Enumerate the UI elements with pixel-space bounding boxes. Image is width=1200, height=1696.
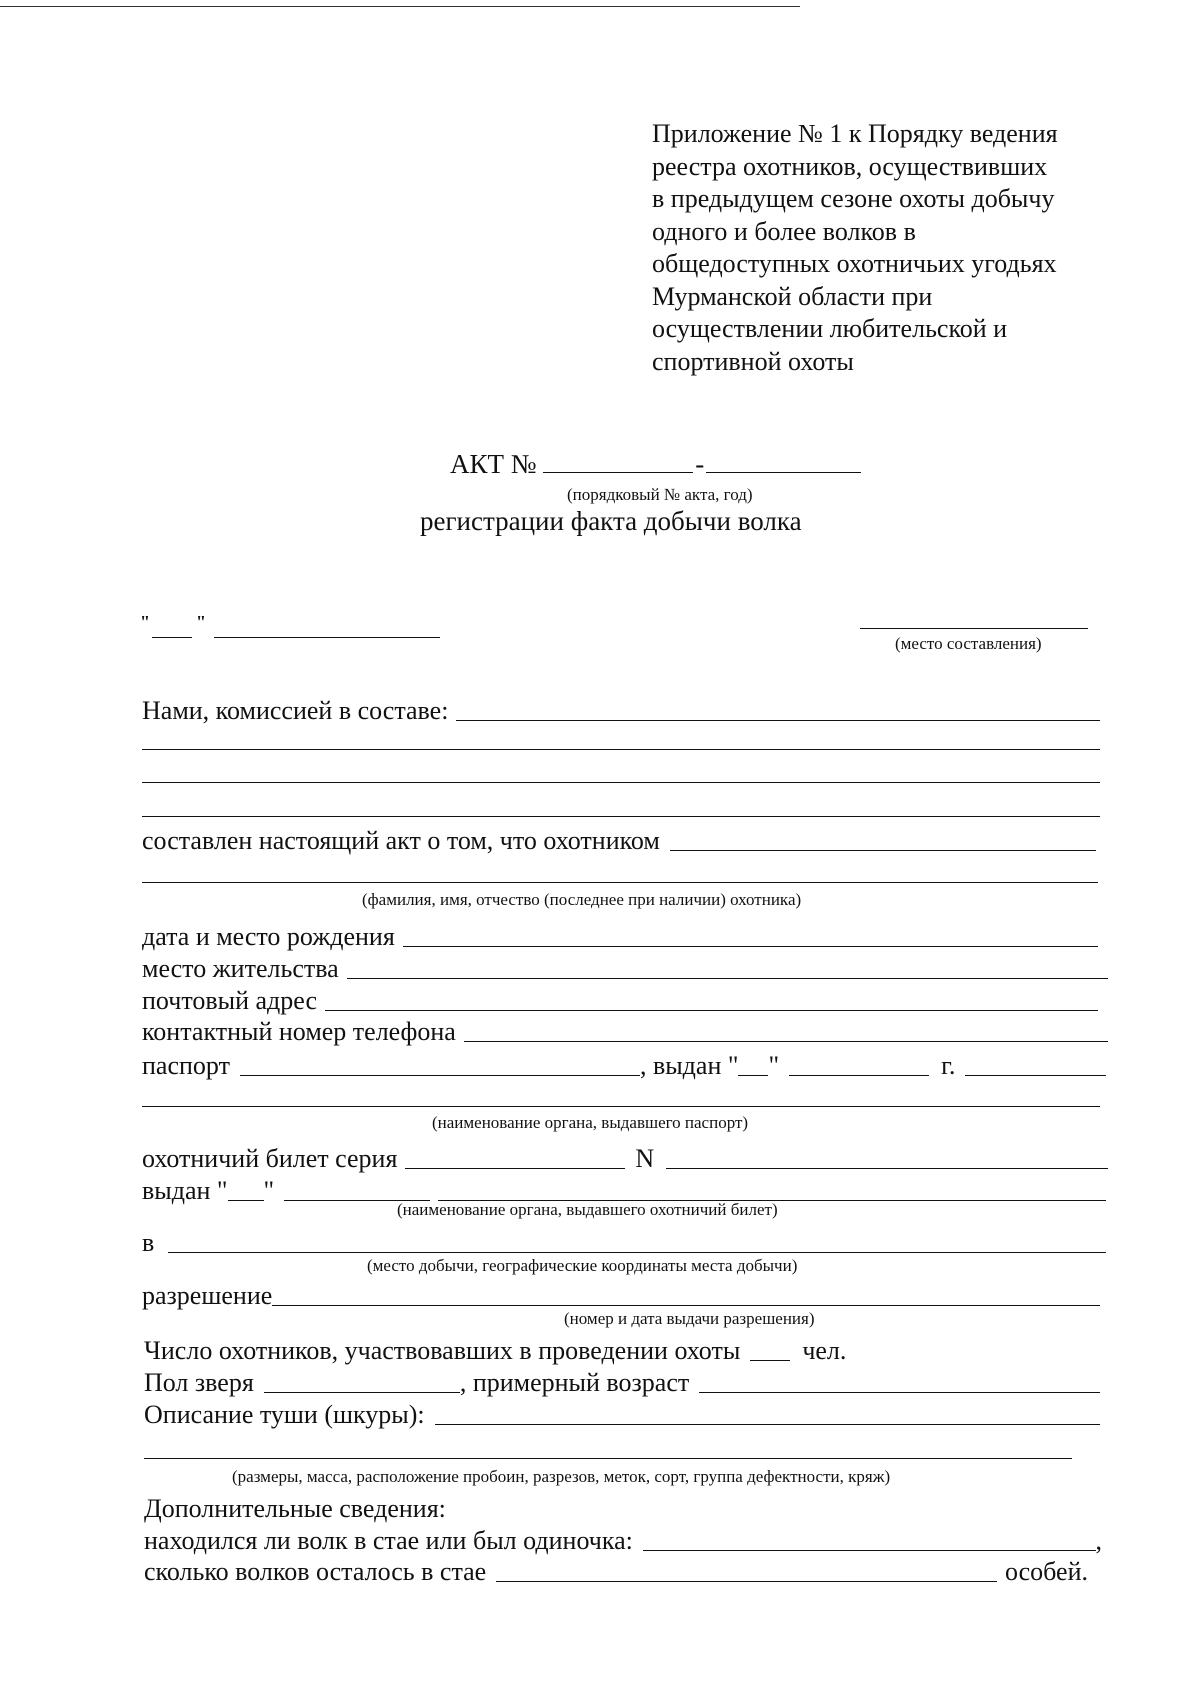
- passport-row: [142, 1051, 1106, 1081]
- residence-row: [142, 954, 1108, 984]
- hunters-count-row: [144, 1336, 846, 1366]
- appendix-note: [652, 118, 1122, 378]
- passport-org-field[interactable]: [142, 1106, 1100, 1107]
- hunters-count-label: Число охотников, участвовавших в проведении охоты: [144, 1336, 741, 1365]
- appendix-line: одного и более волков в: [652, 216, 916, 246]
- pack-row: [144, 1526, 1102, 1556]
- remaining-label: сколько волков осталось в стае: [144, 1557, 487, 1586]
- pack-field[interactable]: [643, 1528, 1096, 1551]
- postal-label: почтовый адрес: [142, 986, 317, 1015]
- location-row: [142, 1228, 1106, 1258]
- remaining-row: [144, 1557, 1088, 1587]
- act-title: [450, 448, 861, 480]
- commission-line-4[interactable]: [142, 816, 1100, 817]
- carcass-label: Описание туши (шкуры):: [144, 1400, 425, 1429]
- date-day-field[interactable]: [152, 637, 192, 638]
- permit-field[interactable]: [272, 1283, 1100, 1306]
- appendix-line: общедоступных охотничьих угодьях: [652, 249, 1057, 278]
- place-hint: (место составления): [895, 634, 1042, 653]
- extra-row: [144, 1494, 446, 1524]
- phone-field[interactable]: [464, 1019, 1108, 1042]
- ticket-quote-close: ": [263, 1176, 275, 1205]
- ticket-day-field[interactable]: [228, 1178, 264, 1201]
- scan-edge-line: [0, 6, 800, 7]
- statement-label: составлен настоящий акт о том, что охотником: [142, 826, 660, 855]
- hunter-name-field[interactable]: [670, 828, 1096, 851]
- passport-number-field[interactable]: [240, 1053, 640, 1076]
- appendix-line: Приложение № 1 к Порядку ведения: [652, 119, 1058, 148]
- passport-org-hint: (наименование органа, выдавшего паспорт): [432, 1113, 749, 1132]
- ticket-month-field[interactable]: [284, 1178, 430, 1201]
- pack-comma: ,: [1095, 1526, 1102, 1555]
- act-title-prefix: АКТ №: [450, 449, 537, 479]
- permit-label: разрешение: [142, 1281, 273, 1310]
- permit-hint: (номер и дата выдачи разрешения): [564, 1309, 815, 1328]
- act-number-hint: (порядковый № акта, год): [567, 485, 753, 504]
- commission-line-2[interactable]: [142, 749, 1100, 750]
- ticket-org-field[interactable]: [438, 1178, 1106, 1201]
- date-month-field[interactable]: [214, 637, 440, 638]
- hunt-ticket-series-field[interactable]: [405, 1146, 625, 1169]
- appendix-line: реестра охотников, осуществивших: [652, 151, 1048, 181]
- fio-hint: (фамилия, имя, отчество (последнее при наличии) охотника): [362, 890, 802, 909]
- sex-label: Пол зверя: [144, 1368, 254, 1397]
- passport-month-field[interactable]: [789, 1053, 929, 1076]
- sex-age-row: [144, 1368, 1100, 1398]
- remaining-field[interactable]: [496, 1559, 997, 1582]
- hunt-ticket-number-field[interactable]: [666, 1146, 1108, 1169]
- date-quote-open: ": [140, 612, 150, 632]
- act-subtitle: регистрации факта добычи волка: [420, 506, 802, 536]
- hunt-ticket-label: охотничий билет серия: [142, 1144, 398, 1173]
- carcass-row: [144, 1400, 1100, 1430]
- age-label: , примерный возраст: [459, 1368, 690, 1397]
- individuals-label: особей.: [1004, 1557, 1088, 1586]
- ticket-issued-label: выдан ": [142, 1176, 228, 1205]
- carcass-hint: (размеры, масса, расположение пробоин, разрезов, меток, сорт, группа дефектности, кряж): [232, 1467, 891, 1486]
- passport-quote-close: ": [768, 1051, 780, 1080]
- sex-field[interactable]: [264, 1370, 460, 1393]
- extra-label: Дополнительные сведения:: [144, 1494, 446, 1523]
- phone-label: контактный номер телефона: [142, 1017, 456, 1046]
- residence-field[interactable]: [347, 956, 1108, 979]
- persons-label: чел.: [802, 1336, 847, 1365]
- commission-label: Нами, комиссией в составе:: [142, 696, 449, 725]
- location-label: в: [142, 1228, 155, 1257]
- passport-year-field[interactable]: [965, 1053, 1106, 1076]
- passport-label: паспорт: [142, 1051, 230, 1080]
- appendix-line: в предыдущем сезоне охоты добычу: [652, 184, 1055, 213]
- birth-row: [142, 922, 1098, 952]
- residence-label: место жительства: [142, 954, 339, 983]
- commission-field[interactable]: [456, 698, 1100, 721]
- appendix-line: осуществлении любительской и: [652, 314, 1008, 343]
- birth-label: дата и место рождения: [142, 922, 395, 951]
- location-field[interactable]: [168, 1230, 1106, 1253]
- passport-year-mark: г.: [941, 1051, 956, 1080]
- postal-field[interactable]: [325, 988, 1098, 1011]
- date-quote-close: ": [196, 612, 206, 632]
- hunt-ticket-number-mark: N: [635, 1144, 655, 1173]
- birth-field[interactable]: [403, 924, 1098, 947]
- appendix-line: спортивной охоты: [652, 346, 854, 376]
- passport-day-field[interactable]: [738, 1053, 768, 1076]
- hunter-name-line-2[interactable]: [142, 882, 1098, 883]
- permit-row: [142, 1281, 1100, 1311]
- act-number-field[interactable]: [543, 448, 693, 473]
- postal-row: [142, 986, 1098, 1016]
- pack-label: находился ли волк в стае или был одиночка:: [144, 1526, 633, 1555]
- hunt-ticket-row: [142, 1144, 1108, 1174]
- phone-row: [142, 1017, 1108, 1047]
- hunters-count-field[interactable]: [750, 1338, 790, 1361]
- act-year-field[interactable]: [706, 448, 861, 473]
- age-field[interactable]: [699, 1370, 1100, 1393]
- appendix-line: Мурманской области при: [652, 281, 933, 311]
- carcass-field[interactable]: [435, 1402, 1100, 1425]
- commission-row: [142, 696, 1100, 726]
- ticket-org-hint: (наименование органа, выдавшего охотничий билет): [397, 1200, 778, 1219]
- place-field[interactable]: [860, 628, 1088, 629]
- statement-row: [142, 826, 1096, 856]
- passport-issued-label: , выдан ": [639, 1051, 739, 1080]
- carcass-line-2[interactable]: [144, 1458, 1072, 1459]
- commission-line-3[interactable]: [142, 782, 1100, 783]
- act-title-dash: -: [695, 449, 705, 479]
- location-hint: (место добычи, географические координаты места добычи): [367, 1256, 798, 1275]
